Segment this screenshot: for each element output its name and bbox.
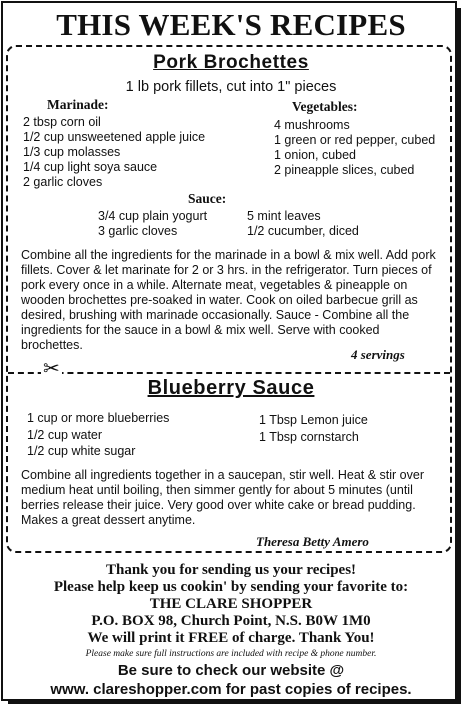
vegetables-list <box>274 118 435 178</box>
footer-thanks: Thank you for sending us your recipes! <box>105 562 357 578</box>
servings-label: 4 servings <box>351 347 405 362</box>
recipe-title-pork-text: Pork Brochettes <box>153 52 309 73</box>
pork-instructions: Combine all the ingredients for the marinade in a bowl & mix well. Add pork fillets. Cover & let marinate for 2 or 3 hrs. in the refrigerator. Turn pieces of pork every once in a while. Alternate meat, vegetables & pineapple on wooden brochettes pre-soaked in water. Cook on oiled barbecue grill as desired, brushing with marinade occasionally. Sauce - Combine all the ingredients for the sauce in a bowl & mix well. Serve with cooked brochettes. <box>21 248 436 352</box>
blueberry-instructions: Combine all ingredients together in a saucepan, stir well. Heat & stir over medium heat until boiling, then simmer gently for about 5 minutes (until berries release their juice. Very good over white cake or bread pudding. Makes a great dessert anytime. <box>21 468 424 527</box>
footer-website-link[interactable]: www. clareshopper.com for past copies of recipes. <box>50 681 412 698</box>
recipe-page <box>1 1 457 701</box>
sauce-list-left <box>98 209 207 239</box>
recipe-author: Theresa Betty Amero <box>256 534 369 549</box>
list-item: 4 mushrooms <box>274 118 350 132</box>
vegetables-heading: Vegetables: <box>292 99 358 114</box>
footer-publication: THE CLARE SHOPPER <box>149 596 313 612</box>
list-item: 1 Tbsp cornstarch <box>259 429 359 444</box>
blueberry-ingredients-right <box>259 413 368 446</box>
page-title: THIS WEEK'S RECIPES <box>56 7 406 42</box>
list-item: 1/2 cup white sugar <box>27 444 136 458</box>
sauce-list-right <box>247 209 359 239</box>
blueberry-ingredients-left <box>27 411 169 461</box>
recipe-subtitle: 1 lb pork fillets, cut into 1" pieces <box>125 79 337 95</box>
list-item: 1/2 cucumber, diced <box>247 224 359 238</box>
list-item: 1 green or red pepper, cubed <box>274 133 436 147</box>
recipe-title-blueberry <box>3 377 459 400</box>
footer-instructions-note: Please make sure full instructions are included with recipe & phone number. <box>85 649 377 659</box>
cut-line <box>8 372 450 374</box>
sauce-heading: Sauce: <box>188 191 227 206</box>
list-item: 3 garlic cloves <box>98 224 178 238</box>
footer-website-prompt: Be sure to check our website @ <box>117 662 345 679</box>
list-item: 1/2 cup water <box>27 427 103 442</box>
list-item: 5 mint leaves <box>247 209 321 223</box>
footer-address: P.O. BOX 98, Church Point, N.S. B0W 1M0 <box>91 613 371 629</box>
list-item: 1 Tbsp Lemon juice <box>259 413 368 427</box>
list-item: 2 garlic cloves <box>23 175 103 189</box>
list-item: 1/2 cup unsweetened apple juice <box>23 130 206 144</box>
marinade-heading: Marinade: <box>47 97 109 112</box>
list-item: 1/3 cup molasses <box>23 145 121 159</box>
list-item: 1 onion, cubed <box>274 148 357 162</box>
footer-free-print: We will print it FREE of charge. Thank You! <box>87 630 375 646</box>
list-item: 2 tbsp corn oil <box>23 115 101 129</box>
footer-request: Please help keep us cookin' by sending your favorite to: <box>53 579 409 595</box>
list-item: 3/4 cup plain yogurt <box>98 209 208 223</box>
list-item: 1/4 cup light soya sauce <box>23 160 158 174</box>
recipe-title-blueberry-text: Blueberry Sauce <box>147 377 315 399</box>
marinade-list <box>23 115 205 190</box>
list-item: 2 pineapple slices, cubed <box>274 163 415 177</box>
recipe-title-pork <box>3 52 459 74</box>
scissors-icon: ✂ <box>43 358 60 380</box>
list-item: 1 cup or more blueberries <box>27 411 170 425</box>
